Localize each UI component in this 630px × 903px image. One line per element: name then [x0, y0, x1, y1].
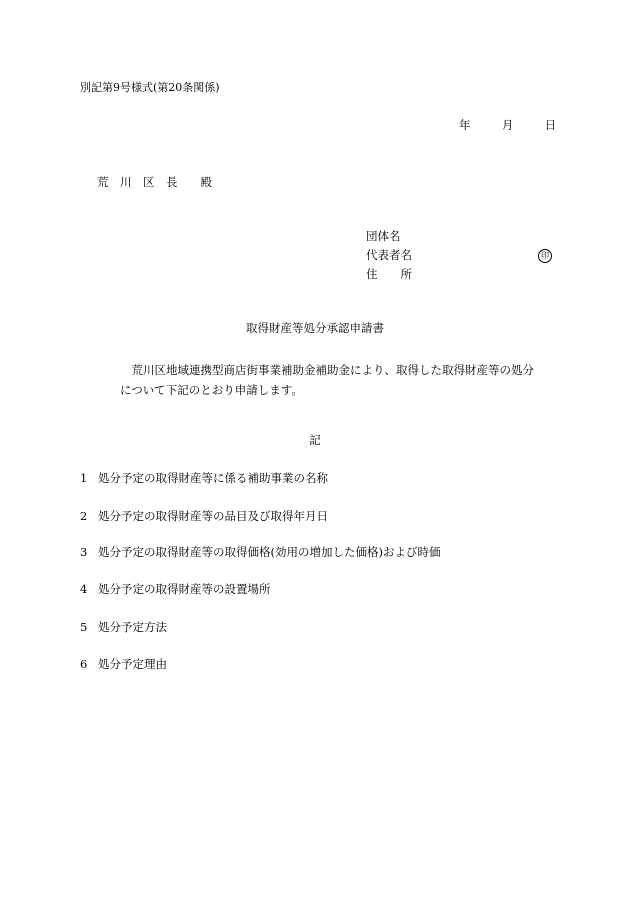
item-text: 処分予定の取得財産等の取得価格(効用の増加した価格)および時価	[98, 545, 441, 559]
seal-icon: 印	[538, 249, 552, 263]
item-text: 処分予定方法	[98, 620, 167, 634]
item-text: 処分予定の取得財産等に係る補助事業の名称	[98, 471, 328, 485]
body-line-1: 荒川区地域連携型商店街事業補助金補助金により、取得した取得財産等の処分	[131, 363, 534, 377]
item-number: 3	[80, 545, 88, 559]
month-label: 月	[501, 118, 514, 132]
body-line-2: について下記のとおり申請します。	[120, 383, 303, 397]
item-text: 処分予定理由	[98, 657, 167, 671]
form-number: 別記第9号様式(第20条関係)	[80, 81, 220, 94]
item-number: 4	[80, 582, 88, 596]
year-label: 年	[459, 118, 471, 132]
item-text: 処分予定の取得財産等の品目及び取得年月日	[98, 509, 328, 523]
ki-heading: 記	[309, 433, 321, 447]
body-text	[120, 360, 540, 400]
day-label: 日	[544, 118, 557, 132]
date-line	[459, 120, 556, 132]
representative-name-label: 代表者名	[366, 248, 412, 262]
addressee: 荒 川 区 長 殿	[97, 175, 212, 189]
organization-name-label: 団体名	[366, 229, 401, 243]
list-item	[80, 584, 271, 596]
item-number: 1	[80, 471, 88, 485]
item-number: 2	[80, 509, 88, 523]
item-number: 5	[80, 620, 88, 634]
item-text: 処分予定の取得財産等の設置場所	[98, 582, 271, 596]
list-item	[80, 473, 328, 485]
list-item	[80, 547, 440, 559]
list-item	[80, 622, 167, 634]
document-title: 取得財産等処分承認申請書	[246, 321, 384, 335]
item-number: 6	[80, 657, 88, 671]
list-item	[80, 511, 328, 523]
list-item	[80, 659, 167, 671]
address-label: 住 所	[366, 267, 412, 281]
